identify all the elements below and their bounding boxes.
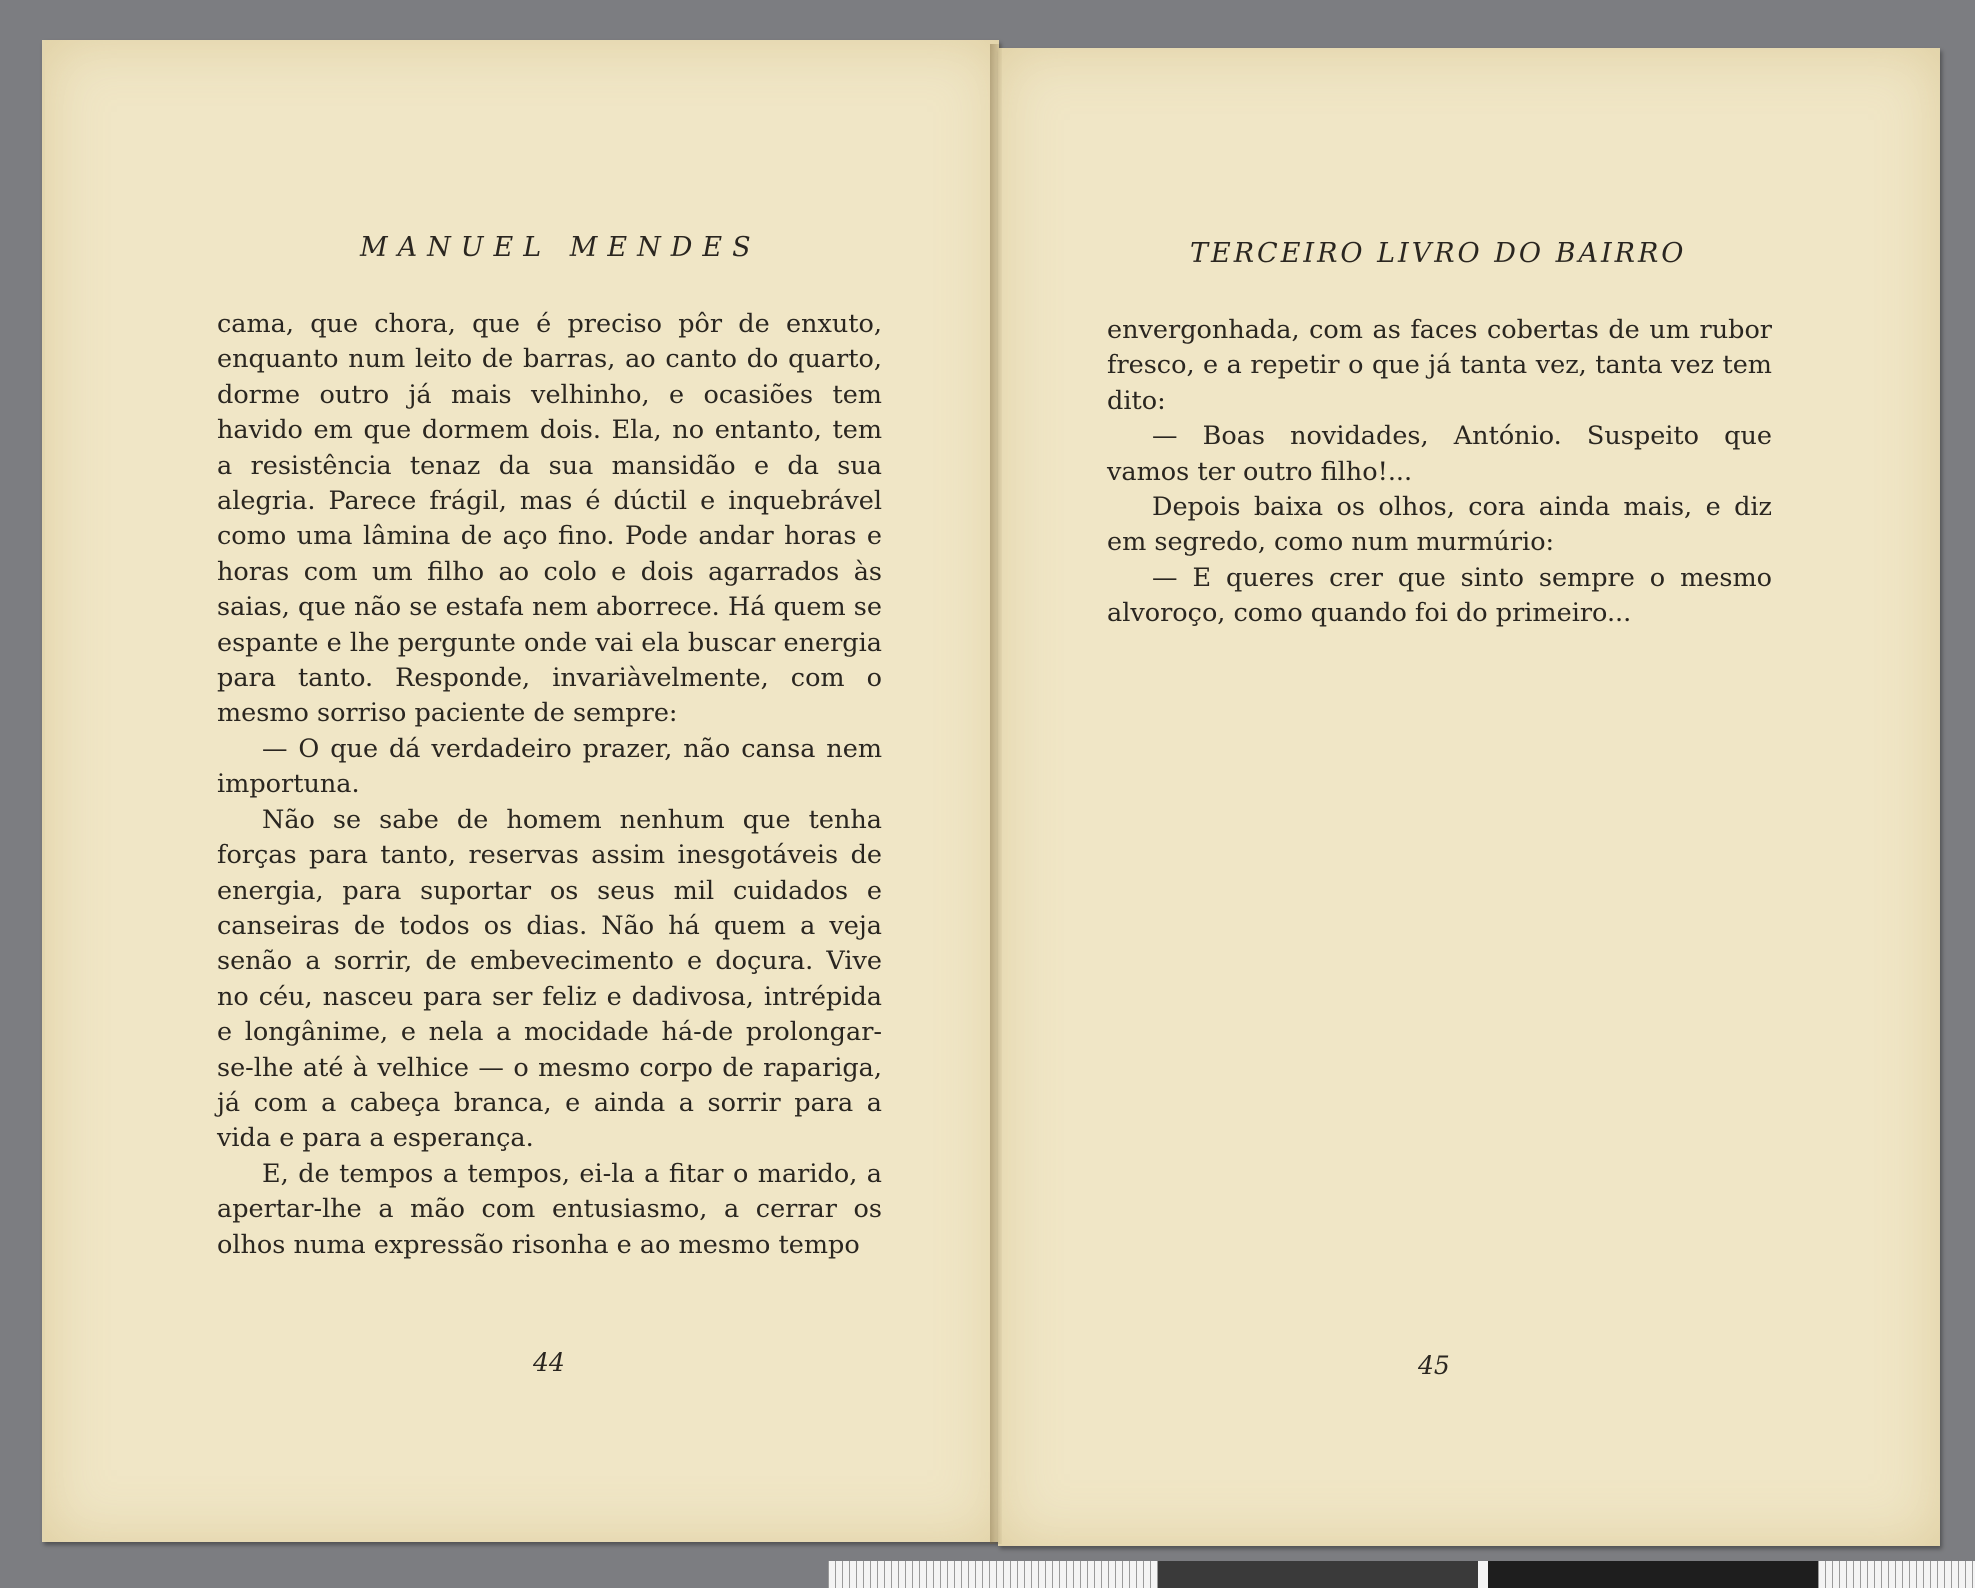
paragraph: E, de tempos a tempos, ei-la a fitar o marido, a apertar-lhe a mão com entusiasmo, a cerrar os olhos numa expressão risonha e ao mesmo tempo — [217, 1158, 882, 1260]
paragraph: — Boas novidades, António. Suspeito que vamos ter outro filho!... — [1107, 421, 1772, 487]
paragraph: — O que dá verdadeiro prazer, não cansa nem importuna. — [217, 733, 882, 800]
paragraph: cama, que chora, que é preciso pôr de enxuto, enquanto num leito de barras, ao canto do quarto, dorme outro já mais velhinho, e ocasiões tem havido em que dormem dois. Ela, no entanto, tem a resistência tenaz da sua mansidão e da sua alegria. Parece frágil, mas é dúctil e inquebrável como uma lâmina de aço fino. Pode andar horas e horas com um filho ao colo e dois agarrados às saias, que não se estafa nem aborrece. Há quem se espante e lhe pergunte onde vai ela buscar energia para tanto. Responde, invariàvelmente, com o mesmo sorriso paciente de sempre: — [217, 309, 882, 729]
right-page-body — [1107, 313, 1772, 632]
running-head-author: MANUEL MENDES — [360, 232, 761, 263]
page-number: 44 — [533, 1348, 565, 1377]
left-page-body — [217, 307, 882, 1263]
ruler-ticks — [1818, 1561, 1975, 1588]
ruler-segment — [1158, 1561, 1478, 1588]
left-page — [42, 40, 999, 1542]
scale-ruler — [828, 1561, 1975, 1588]
paragraph: Depois baixa os olhos, cora ainda mais, e diz em segredo, como num murmúrio: — [1107, 492, 1772, 558]
paragraph: Não se sabe de homem nenhum que tenha forças para tanto, reservas assim inesgotáveis de energia, para suportar os seus mil cuidados e canseiras de todos os dias. Não há quem a veja senão a sorrir, de embevecimento e doçura. Vive no céu, nasceu para ser feliz e dadivosa, intrépida e longânime, e nela a mocidade há-de prolongar-se-lhe até à velhice — o mesmo corpo de rapariga, já com a cabeça branca, e ainda a sorrir para a vida e para a esperança. — [217, 804, 882, 1154]
ruler-segment — [1488, 1561, 1818, 1588]
right-page — [998, 48, 1940, 1546]
paragraph: — E queres crer que sinto sempre o mesmo alvoroço, como quando foi do primeiro... — [1107, 562, 1772, 629]
book-spine — [990, 44, 1002, 1544]
page-number: 45 — [1418, 1351, 1450, 1380]
running-head-title: TERCEIRO LIVRO DO BAIRRO — [1190, 238, 1687, 269]
ruler-ticks — [828, 1561, 1158, 1588]
paragraph: envergonhada, com as faces cobertas de um rubor fresco, e a repetir o que já tanta vez, tanta vez tem dito: — [1107, 315, 1772, 416]
